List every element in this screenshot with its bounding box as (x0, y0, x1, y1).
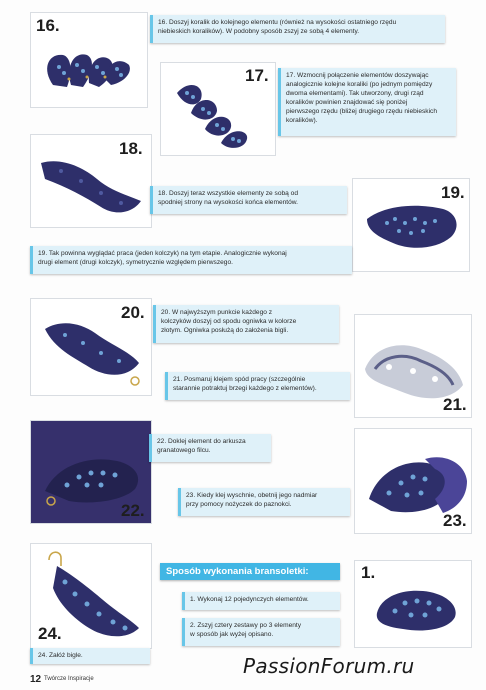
step-number: 22. (121, 501, 145, 520)
caption-line: 20. W najwyższym punkcie każdego z (161, 309, 273, 316)
caption-line: 23. Kiedy klej wyschnie, obetnij jego nadmiar (186, 492, 318, 499)
photo-step-16 (30, 12, 148, 108)
step-number: 16. (36, 16, 60, 35)
caption-line: 18. Doszyj teraz wszystkie elementy ze sobą od (158, 190, 298, 197)
photo-step-20 (30, 298, 152, 396)
caption-step-22 (149, 434, 271, 462)
caption-line: 17. Wzmocnij połączenie elementów doszywając (286, 72, 429, 79)
caption-line: 2. Zszyj cztery zestawy po 3 elementy (190, 622, 302, 629)
caption-line: w sposób jak wyżej opisano. (190, 631, 274, 638)
photo-step-19 (352, 178, 470, 272)
caption-line: kolczyków doszyj od spodu ogniwka w kolorze (161, 318, 297, 325)
step-number: 19. (441, 183, 465, 202)
caption-line: przy pomocy nożyczek do paznokci. (186, 501, 292, 508)
photo-step-21 (354, 314, 472, 418)
photo-step-17 (160, 62, 276, 156)
magazine-title: Twórcze Inspiracje (44, 676, 94, 682)
step-number: 18. (119, 139, 143, 158)
step-number: 17. (245, 66, 269, 85)
photo-step-24 (30, 543, 152, 649)
step-number: 23. (443, 511, 467, 530)
caption-bracelet-step-2 (182, 618, 340, 646)
caption-line: granatowego filcu. (157, 447, 211, 454)
caption-line: niebieskich koralików). W podobny sposób zszyj ze sobą 4 elementy. (158, 28, 360, 35)
caption-line: spodniej strony na wysokości końca elementów. (158, 199, 299, 206)
photo-step-18 (30, 134, 152, 228)
photo-step-23 (354, 428, 472, 534)
caption-line: 19. Tak powinna wyglądać praca (jeden kolczyk) na tym etapie. Analogicznie wykonaj (38, 250, 287, 257)
caption-line: koralików). (286, 117, 318, 124)
caption-step-18 (150, 186, 347, 214)
caption-step-16 (150, 15, 445, 43)
photo-step-22 (30, 420, 152, 524)
caption-line: starannie potraktuj brzegi każdego z elementów). (173, 385, 317, 392)
caption-line: 22. Doklej element do arkusza (157, 438, 246, 445)
caption-step-20 (153, 305, 339, 343)
site-watermark: PassionForum.ru (243, 654, 415, 678)
bracelet-header: Sposób wykonania bransoletki: (160, 563, 340, 580)
caption-line: 21. Posmaruj klejem spód pracy (szczególnie (173, 376, 306, 383)
caption-step-19 (30, 246, 352, 274)
page-number: 12 (30, 674, 42, 685)
caption-line: dwoma elementami). Tak utworzony, drugi rząd (286, 90, 424, 97)
caption-line: drugi element (drugi kolczyk), symetrycznie względem pierwszego. (38, 259, 233, 266)
caption-line: 16. Doszyj koralik do kolejnego elementu (również na wysokości ostatniego rzędu (158, 19, 397, 26)
caption-line: analogicznie kolejne koraliki (po jednym pomiędzy (286, 81, 433, 88)
caption-step-21 (165, 372, 350, 400)
caption-line: koralików powinien znajdować się poniżej (286, 99, 408, 106)
step-number: 1. (361, 563, 376, 582)
caption-line: złotym. Ogniwka posłużą do założenia bigli. (161, 327, 289, 334)
caption-step-17 (278, 68, 456, 136)
step-number: 20. (121, 303, 145, 322)
caption-line: 1. Wykonaj 12 pojedynczych elementów. (190, 596, 309, 603)
caption-bracelet-step-1 (182, 592, 340, 610)
caption-step-23 (178, 488, 350, 516)
step-number: 21. (443, 395, 467, 414)
step-number: 24. (38, 624, 62, 643)
caption-line: pierwszego rzędu (bliżej drugiego rzędu niebieskich (286, 108, 438, 115)
caption-line: 24. Załóż bigle. (38, 652, 83, 659)
caption-step-24 (30, 648, 150, 664)
photo-bracelet-step-1 (354, 560, 472, 648)
